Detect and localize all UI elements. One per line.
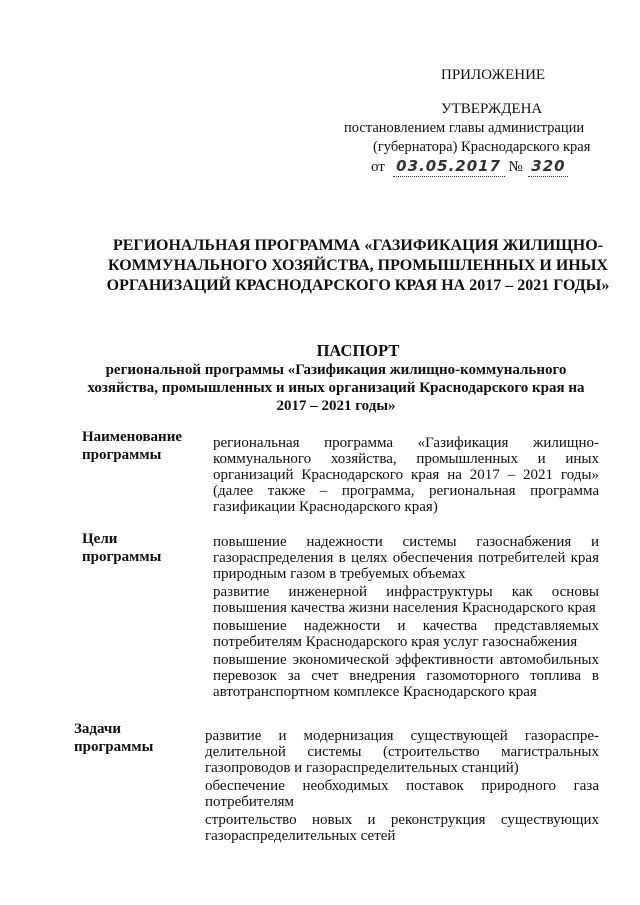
row-label-name: Наименование программы <box>82 429 182 463</box>
goal-item: повышение экономической эффективности автомобильных перевозок за счет внедрения газомоторного топлива в автотранспортном комплексе Краснодарского края <box>213 652 599 700</box>
date-prefix: от <box>371 159 385 175</box>
goals-list <box>213 534 599 702</box>
row-label-goals: Цели программы <box>82 531 162 565</box>
program-title: РЕГИОНАЛЬНАЯ ПРОГРАММА «ГАЗИФИКАЦИЯ ЖИЛИЩНО-КОММУНАЛЬНОГО ХОЗЯЙСТВА, ПРОМЫШЛЕННЫХ И ИНЫХ ОРГАНИЗАЦИЙ КРАСНОДАРСКОГО КРАЯ НА 2017 – 2021 ГОДЫ» <box>106 237 610 294</box>
decree-line-1: постановлением главы администрации <box>344 120 585 136</box>
handwritten-number: 320 <box>528 156 568 177</box>
row-text-name: региональная программа «Газификация жилищно-коммунального хозяйства, промышленных и иных организаций Краснодарского края на 2017 – 2021 годы» (далее также – программа, региональная программа газификации Краснодарского края) <box>213 435 599 515</box>
task-item: строительство новых и реконструкция существующих газораспределительных сетей <box>205 812 599 844</box>
goal-item: повышение надежности системы газоснабжения и газораспределения в целях обеспечения потребителей края природным газом в требуемых объемах <box>213 534 599 582</box>
task-item: развитие и модернизация существующей газораспре-делительной системы (строительство магистральных газопроводов и газораспределительных станций) <box>205 728 599 776</box>
decree-date-line <box>371 156 568 177</box>
appendix-heading: ПРИЛОЖЕНИЕ <box>441 67 546 83</box>
goal-item: развитие инженерной инфраструктуры как основы повышения качества жизни населения Краснодарского края <box>213 584 599 616</box>
tasks-list <box>205 728 599 846</box>
number-sign: № <box>508 159 523 175</box>
handwritten-date: 03.05.2017 <box>393 156 505 177</box>
decree-line-2: (губернатора) Краснодарского края <box>373 139 591 155</box>
passport-title: ПАСПОРТ <box>316 341 400 360</box>
approved-stamp: УТВЕРЖДЕНА <box>441 101 543 117</box>
row-label-tasks: Задачи программы <box>74 721 154 755</box>
passport-subtitle: региональной программы «Газификация жилищно-коммунального хозяйства, промышленных и иных организаций Краснодарского края на 2017 – 2021 годы» <box>87 362 585 414</box>
task-item: обеспечение необходимых поставок природного газа потребителям <box>205 778 599 810</box>
goal-item: повышение надежности и качества представляемых потребителям Краснодарского края услуг газоснабжения <box>213 618 599 650</box>
